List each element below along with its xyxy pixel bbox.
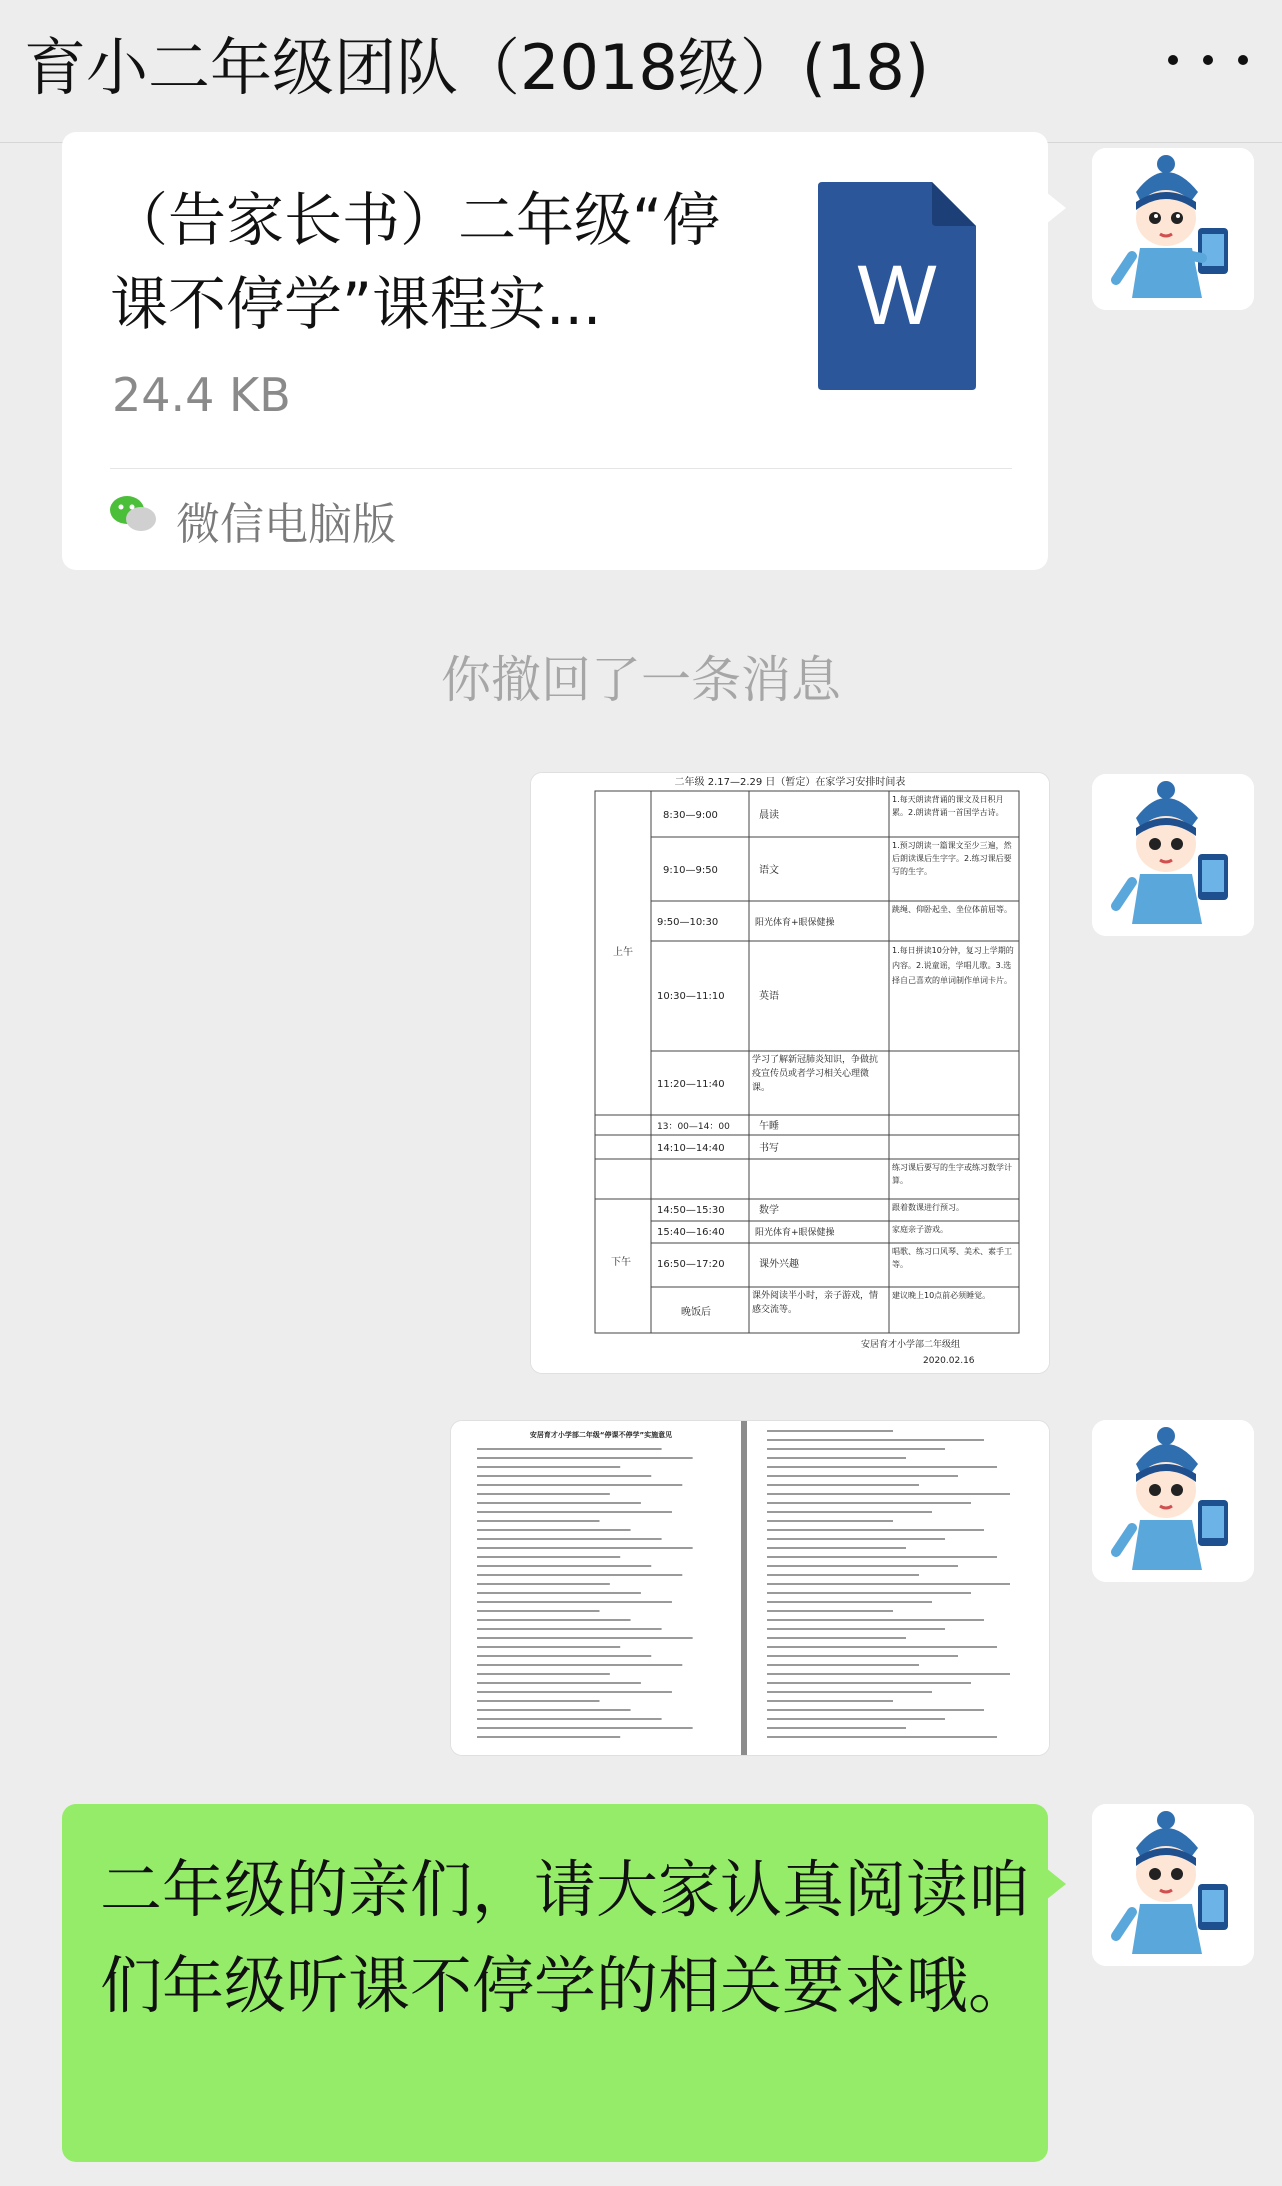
- cartoon-avatar-icon: [1092, 1804, 1254, 1966]
- schedule-note: 1.每日拼读10分钟，复习上学期的内容。2.说童谣，学唱儿歌。3.选择自己喜欢的单词制作单词卡片。: [892, 946, 1014, 985]
- schedule-image-message[interactable]: [530, 772, 1050, 1374]
- document-title: 安居育才小学部二年级“停课不停学”实施意见: [529, 1431, 673, 1439]
- chat-title: 育小二年级团队（2018级）(18): [24, 31, 930, 104]
- schedule-period: 下午: [611, 1257, 631, 1268]
- schedule-note: 家庭亲子游戏。: [892, 1225, 948, 1234]
- schedule-subject: 语文: [759, 865, 779, 876]
- schedule-subject: 阳光体育+眼保健操: [755, 1228, 835, 1238]
- word-document-icon: [818, 182, 976, 390]
- file-type-letter: W: [857, 248, 937, 342]
- schedule-time: 8:30—9:00: [663, 810, 718, 821]
- schedule-time: 10:30—11:10: [657, 991, 725, 1002]
- schedule-time: 晚饭后: [681, 1307, 711, 1318]
- schedule-note: 练习课后要写的生字或练习数学计算。: [892, 1163, 1012, 1185]
- more-horizontal-icon: [1168, 55, 1178, 65]
- avatar[interactable]: [1092, 774, 1254, 936]
- document-image-message[interactable]: [450, 1420, 1050, 1756]
- schedule-period: 上午: [613, 947, 633, 958]
- schedule-subject: 英语: [759, 991, 779, 1002]
- schedule-signature: 安居育才小学部二年级组: [861, 1340, 961, 1350]
- wechat-icon: [108, 494, 158, 534]
- more-horizontal-icon: [1203, 55, 1213, 65]
- more-options-button[interactable]: [1168, 30, 1248, 90]
- cartoon-avatar-icon: [1092, 1420, 1254, 1582]
- schedule-note: 跳绳、仰卧起坐、坐位体前屈等。: [892, 905, 1012, 914]
- schedule-time: 9:10—9:50: [663, 865, 718, 876]
- schedule-note: 建议晚上10点前必须睡觉。: [892, 1291, 991, 1300]
- schedule-note: 唱歌、练习口风琴、美术、素手工等。: [892, 1247, 1012, 1269]
- file-message-card[interactable]: [62, 132, 1048, 570]
- schedule-note: 1.每天朗读背诵的课文及日积月累。2.朗读背诵一首国学古诗。: [892, 795, 1004, 817]
- text-message-bubble[interactable]: [62, 1804, 1048, 2162]
- schedule-subject: 午睡: [759, 1121, 779, 1132]
- schedule-date: 2020.02.16: [923, 1356, 975, 1366]
- schedule-note: 跟着数课进行预习。: [892, 1203, 964, 1212]
- cartoon-avatar-icon: [1092, 774, 1254, 936]
- schedule-time: 11:20—11:40: [657, 1079, 725, 1090]
- card-divider: [110, 468, 1012, 469]
- schedule-time: 9:50—10:30: [657, 917, 719, 928]
- schedule-time: 13：00—14：00: [657, 1122, 730, 1132]
- avatar[interactable]: [1092, 1420, 1254, 1582]
- cartoon-avatar-icon: [1092, 148, 1254, 310]
- schedule-subject: 晨读: [759, 810, 779, 821]
- schedule-subject: 课外阅读半小时，亲子游戏，情感交流等。: [752, 1291, 879, 1315]
- schedule-time: 14:10—14:40: [657, 1143, 725, 1154]
- document-pages-image: [451, 1421, 1049, 1755]
- file-source-label: 微信电脑版: [176, 499, 396, 550]
- more-horizontal-icon: [1238, 55, 1248, 65]
- schedule-time: 15:40—16:40: [657, 1227, 725, 1238]
- schedule-subject: 课外兴趣: [759, 1259, 799, 1270]
- schedule-table-image: [531, 773, 1049, 1373]
- schedule-subject: 数学: [759, 1205, 779, 1216]
- recall-notice: 你撤回了一条消息: [441, 651, 841, 709]
- schedule-subject: 学习了解新冠肺炎知识，争做抗疫宣传员或者学习相关心理微课。: [752, 1055, 879, 1093]
- chat-header: [0, 0, 1282, 143]
- file-size: 24.4 KB: [112, 368, 291, 422]
- schedule-note: 1.预习朗读一篇课文至少三遍，然后朗读课后生字字。2.练习课后要写的生字。: [892, 841, 1012, 876]
- schedule-subject: 书写: [759, 1143, 779, 1154]
- schedule-time: 14:50—15:30: [657, 1205, 725, 1216]
- schedule-time: 16:50—17:20: [657, 1259, 725, 1270]
- message-text: 二年级的亲们，请大家认真阅读咱们年级听课不停学的相关要求哦。: [100, 1853, 1031, 2022]
- schedule-title: 二年级 2.17—2.29 日（暂定）在家学习安排时间表: [674, 777, 906, 788]
- avatar[interactable]: [1092, 148, 1254, 310]
- avatar[interactable]: [1092, 1804, 1254, 1966]
- schedule-subject: 阳光体育+眼保健操: [755, 918, 835, 928]
- file-name: （告家长书）二年级“停课不停学”课程实...: [110, 186, 721, 338]
